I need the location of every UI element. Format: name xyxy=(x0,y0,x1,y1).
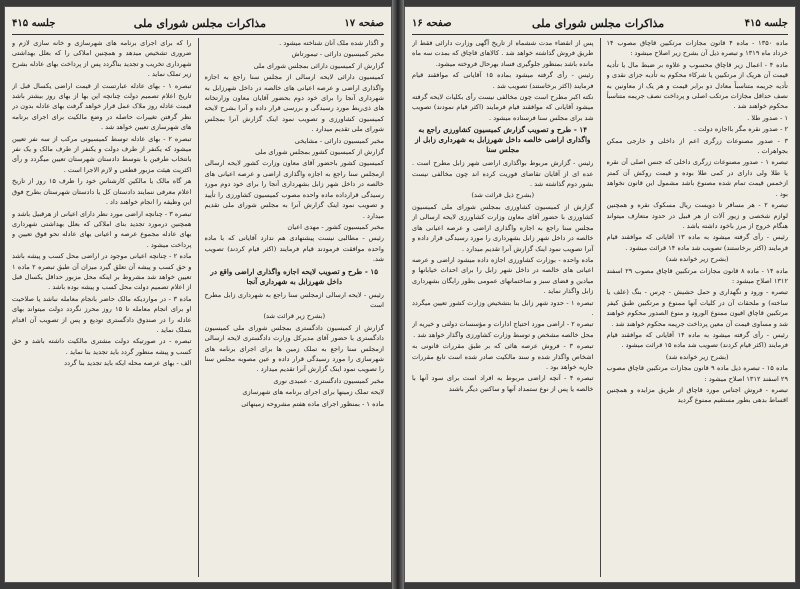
paragraph: ماده ۳ - در مواردیکه مالک حاضر بانجام معامله نباشد یا صلاحیت او برای انجام معامله تا ۱۵ روز محرز نگردد دولت میتواند بهای عادله را در صندوق دادگستری تودیع و پس از تصویب آن اقدام بتملک نماید . xyxy=(12,294,192,334)
paragraph: رئیس - گزارش مربوط بواگذاری اراضی شهر زابل مطرح است . عده ای از آقایان تقاضای فوریت کرده اند چون مخالفی نیست بشور دوم گذاشته شد . xyxy=(412,159,594,189)
paragraph: ۱۵ - طرح و تصویب لایحه اجازه واگذاری اراضی واقع در داخل شهرزابل به شهرداری آنجا xyxy=(210,266,379,286)
left-page xyxy=(4,6,392,583)
paragraph: تبصره ۴ - آنچه اراضی مربوط به افراد است برای سود آنها با خالصه یا پس از نوع ستمداد آنها و ساکنین دیگر باشند xyxy=(412,374,594,393)
left-journal-title: مذاکرات مجلس شورای ملی xyxy=(133,16,266,30)
right-col-1 xyxy=(607,38,789,577)
left-columns xyxy=(12,38,384,577)
paragraph: گزارش از کمیسیون دادگستری بمجلس شورای ملی کمیسیون دادگستری با حضور آقای مدیرکل وزارت دادگستری لایحه ارسالی ازمجلس سنا راجع به تملک زمین ها برای اجرای برنامه های شهرسازی را مورد رسیدگی قرار داده و عین مصوبه مجلس سنا را تصویب نمود اینک گزارش آنرا تقدیم میدارد . xyxy=(204,323,384,374)
paragraph: رئیس - مطالبی نیست پیشنهادی هم ندارد آقایانی که با ماده واحده موافقت فرمودند قیام فرمایند (اکثر قیام کردند) تصویب شد. xyxy=(204,234,384,264)
paragraph: مخبر کمیسیون کشور - مهدی اعیان xyxy=(287,222,384,231)
paragraph: (بشرح ذیل قرائت شد) xyxy=(471,191,535,200)
right-columns xyxy=(412,38,788,577)
paragraph: (بشرح زیر خوانده شد) xyxy=(665,352,729,361)
paragraph: ماده واحده - بوزارت کشاورزی اجازه داده میشود اراضی و عرصه اعیانی های خالصه در داخل شهر زابل را برای احداث خیابانها و میادین و فضای سبز و ساختمانهای عمومی بطور رایگان بشهرداری زابل واگذار نماید . xyxy=(412,255,594,296)
paragraph: تبصره - ورود و نگهداری و حمل حشیش - چرس - بنگ (علف یا ساخته) و ملحقات آن در کلیات آنها ممنوع و مرتکبین طبق کیفر مرتکبین قاچاق افیون ممنوع الورود و منوع الصدور محکوم خواهند شد و مساوی قیمت آن معین پرداخت جریمه محکوم خواهند شد . xyxy=(606,288,788,328)
paragraph: مخبر کمیسیون دادگستری - عمیدی نوری xyxy=(273,376,384,385)
book-gutter xyxy=(392,0,404,589)
paragraph: ۱ - صدور طلا . xyxy=(747,113,788,122)
paragraph: مخبر کمیسیون دارائی - تیمورتاش xyxy=(291,50,384,59)
left-col-1 xyxy=(205,38,385,577)
paragraph: ماده ۱۳۵۰ - ماده ۴ قانون مجازات مرتکبین قاچاق مصوب ۱۴ خرداد ماه ۱۳۱۹ و تبصره ذیل آن بشرح زیر اصلاح میشود : xyxy=(606,39,788,58)
paragraph: ۳ - صدور مصنوعات زرگری اعم از داخلی و خارجی ممکن بجواهرات . xyxy=(606,136,788,156)
paragraph: رئیس - رأی گرفته میشود به ماده ۱۳ آقایانی که موافقند قیام فرمایند (اکثر برخاستند) تصویب شد ماده ۱۴ قرائت میشود . xyxy=(606,233,788,252)
paragraph: گزارش از کمیسیون کشور بمجلس شورای ملی xyxy=(255,148,384,157)
paragraph: ۲ - صدور نقره مگر بااجازه دولت . xyxy=(693,125,788,134)
paragraph: تبصره ۲ - اراضی مورد احتیاج ادارات و مؤسسات دولتی و خیریه از محل خالصه مشخص و توسط وزارت کشاورزی واگذار خواهد شد . xyxy=(412,320,594,339)
paragraph: ماده ۱۵ - تبصره ذیل ماده ۹ قانون مجازات مرتکبین قاچاق مصوب ۲۹ اسفند ۱۳۱۲ اصلاح میشود : xyxy=(606,364,788,383)
paragraph: تبصره ۳ - فروش عرصه هائی که بر طبق مقررات قانونی به اشخاص واگذار شده و سند مالکیت صادر شده است تابع مقررات جاریه خواهد بود . xyxy=(412,342,594,371)
left-page-header xyxy=(12,12,384,35)
paragraph: تبصره ۳ - چنانچه اراضی مورد نظر دارای اعیانی از هرقبیل باشد و همچنین درمورد تجدید بنای املاکی که بعلل بهداشتی شهرداری بهای عادله مجموع عرصه و اعیانی بهای عادله نحو فوق تعیین و پرداخت میشود . xyxy=(12,209,192,249)
paragraph: (بشرح زیر قرائت شد) xyxy=(263,312,326,321)
paragraph: نکته اکبر مطرح است چون مخالفی نیست رأی بکلیات لایحه گرفته میشود آقایانی که موافقند قیام فرمایند (اکثر قیام نمودند) تصویب شد برای مجلس سنا فرستاده میشود . xyxy=(412,93,594,122)
paragraph: (بشرح زیر خوانده شد) xyxy=(665,255,729,264)
paragraph: تبصره ۱ - بهای عادله عبارتست از قیمت اراضی یکسال قبل از تاریخ اعلام تصمیم دولت چنانچه این بها از بهای روز بیشتر باشد قیمت عادله روز ملاک عمل قرار خواهد گرفت بهای عادله بدون در نظر گرفتن تغییرات حاصله در وضع مالکیت برای اجرای برنامه های شهرسازی تعیین خواهد شد . xyxy=(12,81,192,132)
paragraph: ماده ۲ - چنانچه اعیانی موجود در اراضی محل کسب و پیشه باشد و حق کسب و پیشه آن تعلق گیرد میزان آن طبق تبصره ۲ ماده ۱ تعیین خواهد شد مشروط بر اینکه محل مزبور حداقل یکسال قبل از اعلام تصمیم دولت محل کسب و پیشه بوده باشد . xyxy=(12,252,192,292)
right-page-number: صفحه ۱۶ xyxy=(412,17,452,29)
left-session-label: جلسه ۴۱۵ xyxy=(12,17,56,29)
paragraph: گزارش از کمیسیون کشاورزی بمجلس شورای ملی کمیسیون کشاورزی با حضور آقای معاون وزارت کشاورزی لایحه ارسالی از مجلس سنا راجع به اجازه واگذاری اراضی و عرصه اعیانی های خالصه در داخل شهر زابل بشهرداری را مورد رسیدگی قرار داده و آنرا تصویب نمود اینک گزارش آنرا تقدیم میدارد . xyxy=(412,202,594,253)
paragraph: تبصره - در صورتیکه دولت مشتری مالکیت داشته باشد و حق کسب و پیشه منظور گردد باید تجدید بنا نماید . xyxy=(12,337,192,356)
right-col-2 xyxy=(412,38,594,577)
paragraph: ماده ۱ - بمنظور اجرای ماده هفتم مشروحه زمینهائی xyxy=(241,399,384,408)
paragraph: تبصره ۲ - هر مسافر تا دویست ریال مسکوک نقره و همچنین لوازم شخصی و زیور آلات از هر قبیل در حدود متعارف میتواند هنگام خروج از مرز باخود داشته باشد . xyxy=(606,201,788,230)
paragraph: گزارش از کمیسیون دارائی بمجلس شورای ملی xyxy=(253,61,384,70)
right-page xyxy=(404,6,796,583)
paragraph: و اگذار شده ملک آنان شناخته میشود . xyxy=(279,39,384,47)
paragraph: را که برای اجرای برنامه های شهرسازی و خانه سازی لازم و ضروری تشخیص میدهد و همچنین املاکی را که بعلل بهداشتی شهرداری تخریب و تجدید بناگردد پس از پرداخت بهای عادله بشرح زیر تملک نماید . xyxy=(12,39,192,79)
paragraph: تبصره - فروش اجناس مورد قاچاق از طریق مزایده و همچنین اقساط بدهی بطور مستقیم ممنوع گردید xyxy=(606,386,788,405)
paragraph: رئیس - رأی گرفته میشود به ماده ۱۴ آقایانی که موافقند قیام فرمایند (اکثر قیام کردند) تصویب شد ماده ۱۵ قرائت میشود . xyxy=(606,330,788,350)
left-page-number: صفحه ۱۷ xyxy=(344,17,384,29)
paragraph: رئیس - لایحه ارسالی ازمجلس سنا راجع به شهرداری زابل مطرح است xyxy=(204,290,384,309)
right-session-label: جلسه ۴۱۵ xyxy=(744,17,788,29)
paragraph: پس از انقضاء مدت ششماه از تاریخ آگهی وزارت دارائی فقط از طریق فروش گذاشته خواهد شد . کالاهای قاچاق که بمدت سه ماه مانده باشد بمنظور جلوگیری فساد بهرحال فروخته میشود. xyxy=(412,39,594,68)
paragraph: کمیسیون کشور باحضور آقای معاون وزارت کشور لایحه ارسالی ازمجلس سنا راجع به اجازه واگذاری اراضی و عرصه اعیانی های خالصه در داخل شهر زابل بشهرداری آنجا را برای خود دوم مورد رسیدگی قرارداده ماده واحده مصوب کمیسیون کشاورزی را تأیید و تصویب نمود اینک گزارش آنرا به مجلس شورای ملی تقدیم میدارد . xyxy=(204,159,384,220)
paragraph: کمیسیون دارائی لایحه ارسالی از مجلس سنا راجع به اجازه واگذاری اراضی و عرصه اعیانی های خالصه در داخل شهرزابل به شهرداری آنجا را برای خود دوم بحضور آقایان معاون وزارتخانه های ذی‌ربط مورد رسیدگی و بررسی قرار داده و آنرا بشرح لایحه کمیسیون کشاورزی و تصویب نمود اینک گزارش آنرا بمجلس شورای ملی تقدیم میدارد . xyxy=(204,73,384,134)
paragraph: تبصره ۱ - صدور مصنوعات زرگری داخلی که جنس اصلی آن نقره یا طلا ولی دارای در کمی طلا بوده و قیمت روکش آن کمتر ازخمس قیمت تمام شده مصنوع باشد مشمول این قانون نخواهد بود . xyxy=(606,158,788,198)
paragraph: مخبر کمیسیون دارائی - مشایخی xyxy=(294,136,384,145)
paragraph: الف - بهای عرصه محله ایکه باید تجدید بنا گردد xyxy=(64,359,192,368)
paragraph: تبصره ۱ - حدود شهر زابل بنا بتشخیص وزارت کشور تعیین میگردد . xyxy=(412,298,594,317)
paragraph: لایحه تملک زمینها برای اجرای برنامه های شهرسازی xyxy=(242,388,384,397)
paragraph: هر گاه مالک یا مالکین کارشناس خود را ظرف ۱۵ روز از تاریخ اعلام معرفی ننمایند دادستان کل یا دادستان شهرستان بطرح فوق این وظیفه را انجام خواهند داد . xyxy=(12,177,192,207)
paragraph: ۱۴ - طرح و تصویب گزارش کمیسیون کشاورزی راجع به واگذاری اراضی خالصه داخل شهرزابل به شهرداری زابل از مجلس سنا xyxy=(415,125,591,155)
right-journal-title: مذاکرات مجلس شورای ملی xyxy=(532,16,665,30)
paragraph: ماده ۴ - اعمال زیر قاچاق محسوب و علاوه بر ضبط مال یا تأدیه قیمت آن هریک از مرتکبین یا شرکاء محکوم به تأدیه جزای نقدی و تأدیه جریمه متناسباً معادل دو برابر قیمت و هر یک از معاونین به نصف حداقل مجازات مرتکب اصلی و پرداخت نصف جریمه متناسباً محکوم خواهند شد . xyxy=(606,60,788,111)
paragraph: تبصره ۲ - بهای عادله توسط کمیسیونی مرکب از سه نفر تعیین میشود که یکنفر از طرف دولت و یکنفر از طرف مالک و یک نفر بانتخاب طرفین یا بتوسط دادستان شهرستان تعیین میگردد و رأی اکثریت هیئت مزبور قطعی و لازم الاجرا است . xyxy=(12,134,192,174)
column-divider xyxy=(198,38,199,577)
paragraph: ماده ۱۴ - ماده ۸ قانون مجازات مرتکبین قاچاق مصوب ۲۹ اسفند ۱۳۱۲ اصلاح میشود : xyxy=(606,266,788,285)
column-divider xyxy=(600,38,601,577)
paragraph: رئیس - رأی گرفته میشود بماده ۱۵ آقایانی که موافقند قیام فرمایند (اکثر برخاستند) تصویب شد . xyxy=(412,71,594,90)
left-col-2 xyxy=(12,38,192,577)
right-page-header xyxy=(412,12,788,35)
